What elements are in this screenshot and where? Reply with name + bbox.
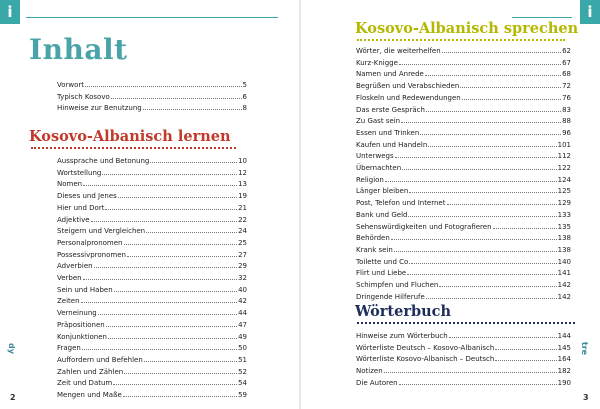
toc-entry xyxy=(57,308,247,320)
toc-leader-dots xyxy=(428,146,556,147)
toc-leader-dots xyxy=(439,286,556,287)
toc-entry-label: Toilette und Co. xyxy=(356,257,411,266)
toc-leader-dots xyxy=(401,122,561,123)
toc-entry-page: 124 xyxy=(557,175,571,184)
page-title: Inhalt xyxy=(29,33,128,66)
toc-entry-label: Religion xyxy=(356,175,384,184)
toc-leader-dots xyxy=(402,169,556,170)
toc-entry-page: 88 xyxy=(562,117,571,126)
toc-entry-label: Adverbien xyxy=(57,262,93,271)
toc-entry-label: Aussprache und Betonung xyxy=(57,157,150,165)
toc-entry-page: 27 xyxy=(238,250,247,259)
toc-entry-page: 138 xyxy=(557,234,571,243)
toc-entry-label: Dringende Hilferufe xyxy=(356,292,425,301)
toc-entry-page: 67 xyxy=(562,58,571,67)
toc-entry-page: 190 xyxy=(557,378,571,387)
toc-entry-label: Die Autoren xyxy=(356,378,398,387)
toc-leader-dots xyxy=(146,232,237,233)
toc-leader-dots xyxy=(83,279,237,280)
toc-entry-page: 49 xyxy=(238,332,247,341)
toc-leader-dots xyxy=(98,314,237,315)
toc-entry-page: 141 xyxy=(557,269,571,278)
toc-section-lernen xyxy=(57,156,247,402)
toc-entry-page: 42 xyxy=(238,297,247,306)
toc-entry-page: 145 xyxy=(557,343,571,352)
toc-leader-dots xyxy=(408,216,556,217)
toc-leader-dots xyxy=(144,361,237,362)
toc-entry-page: 76 xyxy=(562,93,571,102)
toc-leader-dots xyxy=(462,99,561,100)
toc-leader-dots xyxy=(409,192,556,193)
toc-leader-dots xyxy=(391,239,557,240)
toc-entry-label: Unterwegs xyxy=(356,152,394,161)
toc-entry xyxy=(57,273,247,285)
toc-leader-dots xyxy=(83,185,237,186)
toc-entry-page: 25 xyxy=(238,238,247,247)
section-title-sprechen: Kosovo-Albanisch sprechen xyxy=(355,20,579,37)
toc-entry-page: 5 xyxy=(242,81,247,89)
toc-entry xyxy=(57,179,247,191)
toc-leader-dots xyxy=(442,52,561,53)
toc-entry-page: 50 xyxy=(238,344,247,353)
toc-entry xyxy=(57,320,247,332)
page-number-right: 3 xyxy=(583,393,589,402)
toc-entry-page: 96 xyxy=(562,128,571,137)
toc-entry-label: Flirt und Liebe xyxy=(356,269,407,278)
toc-entry xyxy=(356,222,571,234)
toc-leader-dots xyxy=(449,337,557,338)
toc-entry-page: 125 xyxy=(557,187,571,196)
toc-entry-label: Schimpfen und Fluchen xyxy=(356,281,439,290)
toc-entry-page: 129 xyxy=(557,199,571,208)
toc-entry-page: 29 xyxy=(238,262,247,271)
toc-entry xyxy=(356,163,571,175)
toc-entry-label: Zu Gast sein xyxy=(356,117,401,126)
toc-entry-label: Zeit und Datum xyxy=(57,379,113,388)
toc-entry-page: 101 xyxy=(557,140,571,149)
toc-entry-label: Vorwort xyxy=(57,81,85,89)
toc-leader-dots xyxy=(114,291,237,292)
toc-entry xyxy=(356,58,571,70)
toc-entry xyxy=(57,215,247,227)
toc-leader-dots xyxy=(81,302,238,303)
toc-entry-page: 59 xyxy=(238,391,247,400)
toc-entry xyxy=(57,296,247,308)
toc-leader-dots xyxy=(460,87,561,88)
page-number-left: 2 xyxy=(10,393,16,402)
toc-entry-page: 52 xyxy=(238,367,247,376)
toc-leader-dots xyxy=(420,134,561,135)
toc-entry xyxy=(356,343,571,355)
toc-entry xyxy=(356,233,571,245)
toc-leader-dots xyxy=(94,267,238,268)
toc-leader-dots xyxy=(407,274,556,275)
section-title-lernen: Kosovo-Albanisch lernen xyxy=(29,128,231,145)
toc-leader-dots xyxy=(85,86,241,87)
toc-leader-dots xyxy=(411,263,556,264)
toc-entry-label: Krank sein xyxy=(356,245,393,254)
toc-entry-label: Bank und Geld xyxy=(356,210,408,219)
toc-entry-page: 72 xyxy=(562,82,571,91)
toc-entry xyxy=(57,226,247,238)
toc-entry-label: Zeiten xyxy=(57,297,80,306)
toc-entry xyxy=(57,203,247,215)
toc-entry-label: Wörterliste Deutsch – Kosovo-Albanisch xyxy=(356,343,495,352)
toc-entry xyxy=(57,261,247,273)
toc-leader-dots xyxy=(150,162,237,163)
info-tab-icon-right: i xyxy=(580,0,600,24)
toc-leader-dots xyxy=(124,244,238,245)
toc-leader-dots xyxy=(105,209,237,210)
toc-intro-list xyxy=(57,80,247,115)
toc-entry xyxy=(57,156,247,168)
toc-entry xyxy=(57,390,247,402)
toc-entry-label: Mengen und Maße xyxy=(57,391,122,400)
toc-leader-dots xyxy=(111,98,242,99)
toc-section-woerterbuch xyxy=(356,331,571,390)
toc-entry-page: 22 xyxy=(238,215,247,224)
toc-leader-dots xyxy=(447,204,557,205)
toc-entry-label: Personalpronomen xyxy=(57,238,123,247)
toc-leader-dots xyxy=(127,256,237,257)
toc-entry-label: Präpositionen xyxy=(57,320,105,329)
toc-entry-label: Übernachten xyxy=(356,164,402,173)
toc-entry-page: 144 xyxy=(557,332,571,340)
toc-entry-label: Hinweise zur Benutzung xyxy=(57,104,142,113)
toc-entry-page: 142 xyxy=(557,281,571,290)
page-gutter xyxy=(299,0,301,409)
toc-entry xyxy=(356,210,571,222)
toc-entry-page: 8 xyxy=(242,104,247,113)
toc-leader-dots xyxy=(395,157,557,158)
toc-entry xyxy=(57,355,247,367)
toc-entry xyxy=(356,198,571,210)
info-tab-icon: i xyxy=(0,0,20,24)
toc-entry-label: Typisch Kosovo xyxy=(57,92,110,101)
toc-leader-dots xyxy=(384,372,557,373)
toc-entry xyxy=(57,250,247,262)
section-underline-woerterbuch xyxy=(357,322,575,324)
toc-entry-label: Hinweise zum Wörterbuch xyxy=(356,332,448,340)
toc-entry-label: Namen und Anrede xyxy=(356,70,424,79)
toc-entry-page: 138 xyxy=(557,245,571,254)
toc-entry-label: Dieses und Jenes xyxy=(57,192,117,201)
toc-leader-dots xyxy=(426,111,561,112)
toc-entry xyxy=(356,331,571,343)
toc-entry-label: Kurz-Knigge xyxy=(356,58,398,67)
toc-entry-page: 13 xyxy=(238,180,247,189)
toc-entry xyxy=(57,332,247,344)
toc-entry xyxy=(57,238,247,250)
toc-entry-page: 40 xyxy=(238,285,247,294)
toc-entry-page: 19 xyxy=(238,192,247,201)
toc-entry xyxy=(356,69,571,81)
toc-entry xyxy=(356,116,571,128)
toc-entry-label: Behörden xyxy=(356,234,390,243)
toc-entry xyxy=(57,191,247,203)
toc-leader-dots xyxy=(399,64,561,65)
toc-entry-page: 10 xyxy=(238,157,247,165)
toc-entry xyxy=(57,103,247,115)
toc-leader-dots xyxy=(102,174,237,175)
toc-entry-label: Sein und Haben xyxy=(57,285,113,294)
toc-entry-label: Sehenswürdigkeiten und Fotografieren xyxy=(356,222,492,231)
toc-entry-label: Zahlen und Zählen xyxy=(57,367,124,376)
toc-entry-label: Begrüßen und Verabschieden xyxy=(356,82,460,91)
toc-entry-page: 112 xyxy=(557,152,571,161)
toc-entry-label: Wortstellung xyxy=(57,168,102,177)
toc-entry-page: 83 xyxy=(562,105,571,114)
toc-leader-dots xyxy=(493,228,557,229)
toc-leader-dots xyxy=(108,338,237,339)
toc-entry-page: 21 xyxy=(238,203,247,212)
section-underline-sprechen xyxy=(357,39,565,41)
toc-entry xyxy=(57,80,247,92)
top-rule-left xyxy=(26,17,278,18)
toc-entry-label: Nomen xyxy=(57,180,83,189)
toc-leader-dots xyxy=(495,360,556,361)
toc-entry-page: 54 xyxy=(238,379,247,388)
toc-leader-dots xyxy=(399,384,557,385)
toc-entry xyxy=(57,343,247,355)
toc-entry xyxy=(57,168,247,180)
toc-entry xyxy=(356,257,571,269)
toc-entry xyxy=(356,245,571,257)
toc-entry-label: Verben xyxy=(57,274,82,283)
toc-entry-page: 47 xyxy=(238,320,247,329)
toc-entry xyxy=(356,151,571,163)
toc-entry-label: Adjektive xyxy=(57,215,90,224)
toc-entry-label: Fragen xyxy=(57,344,81,353)
side-label-left: dy xyxy=(6,343,16,354)
toc-entry-page: 51 xyxy=(238,355,247,364)
toc-entry-page: 142 xyxy=(557,292,571,301)
toc-entry-label: Auffordern und Befehlen xyxy=(57,355,143,364)
toc-entry xyxy=(356,268,571,280)
toc-entry xyxy=(57,378,247,390)
toc-entry xyxy=(57,285,247,297)
toc-leader-dots xyxy=(495,349,556,350)
toc-entry-page: 62 xyxy=(562,47,571,55)
toc-leader-dots xyxy=(426,298,557,299)
toc-leader-dots xyxy=(385,181,557,182)
toc-leader-dots xyxy=(425,75,561,76)
toc-leader-dots xyxy=(82,349,237,350)
toc-entry xyxy=(356,366,571,378)
toc-entry-label: Wörter, die weiterhelfen xyxy=(356,47,441,55)
toc-entry xyxy=(356,81,571,93)
toc-entry-label: Notizen xyxy=(356,367,383,376)
toc-entry-label: Essen und Trinken xyxy=(356,128,420,137)
top-rule-right xyxy=(512,17,572,18)
toc-entry-label: Wörterliste Kosovo-Albanisch – Deutsch xyxy=(356,355,495,364)
toc-leader-dots xyxy=(106,326,237,327)
toc-entry xyxy=(356,175,571,187)
section-title-woerterbuch: Wörterbuch xyxy=(355,303,452,320)
toc-entry xyxy=(356,128,571,140)
toc-leader-dots xyxy=(143,109,242,110)
toc-entry xyxy=(356,280,571,292)
toc-entry-page: 6 xyxy=(242,92,247,101)
toc-entry-page: 164 xyxy=(557,355,571,364)
toc-entry-page: 68 xyxy=(562,70,571,79)
toc-entry-page: 12 xyxy=(238,168,247,177)
toc-entry-label: Steigern und Vergleichen xyxy=(57,227,146,236)
section-underline-lernen xyxy=(31,147,236,149)
toc-entry-page: 133 xyxy=(557,210,571,219)
toc-entry xyxy=(356,93,571,105)
toc-entry xyxy=(57,367,247,379)
toc-entry-label: Hier und Dort xyxy=(57,203,105,212)
toc-entry-label: Kaufen und Handeln xyxy=(356,140,428,149)
toc-entry-label: Post, Telefon und Internet xyxy=(356,199,446,208)
toc-entry-label: Das erste Gespräch xyxy=(356,105,425,114)
toc-entry-page: 182 xyxy=(557,367,571,376)
toc-leader-dots xyxy=(91,221,238,222)
toc-entry-label: Verneinung xyxy=(57,309,97,318)
toc-entry-page: 44 xyxy=(238,309,247,318)
toc-entry xyxy=(356,378,571,390)
side-label-right: tre xyxy=(580,341,590,356)
toc-entry-page: 135 xyxy=(557,222,571,231)
toc-entry-label: Possessivpronomen xyxy=(57,250,126,259)
toc-leader-dots xyxy=(124,373,237,374)
toc-leader-dots xyxy=(118,197,237,198)
toc-entry-page: 140 xyxy=(557,257,571,266)
toc-entry xyxy=(356,140,571,152)
toc-entry-label: Länger bleiben xyxy=(356,187,409,196)
toc-entry xyxy=(356,186,571,198)
toc-entry-label: Konjunktionen xyxy=(57,332,107,341)
toc-leader-dots xyxy=(394,251,557,252)
toc-entry xyxy=(57,92,247,104)
toc-entry-label: Floskeln und Redewendungen xyxy=(356,93,461,102)
toc-entry xyxy=(356,354,571,366)
toc-entry-page: 24 xyxy=(238,227,247,236)
toc-leader-dots xyxy=(123,396,237,397)
toc-entry xyxy=(356,105,571,117)
toc-leader-dots xyxy=(113,384,237,385)
toc-section-sprechen xyxy=(356,46,571,303)
toc-entry xyxy=(356,292,571,304)
toc-entry-page: 32 xyxy=(238,274,247,283)
toc-entry-page: 122 xyxy=(557,164,571,173)
toc-entry xyxy=(356,46,571,58)
